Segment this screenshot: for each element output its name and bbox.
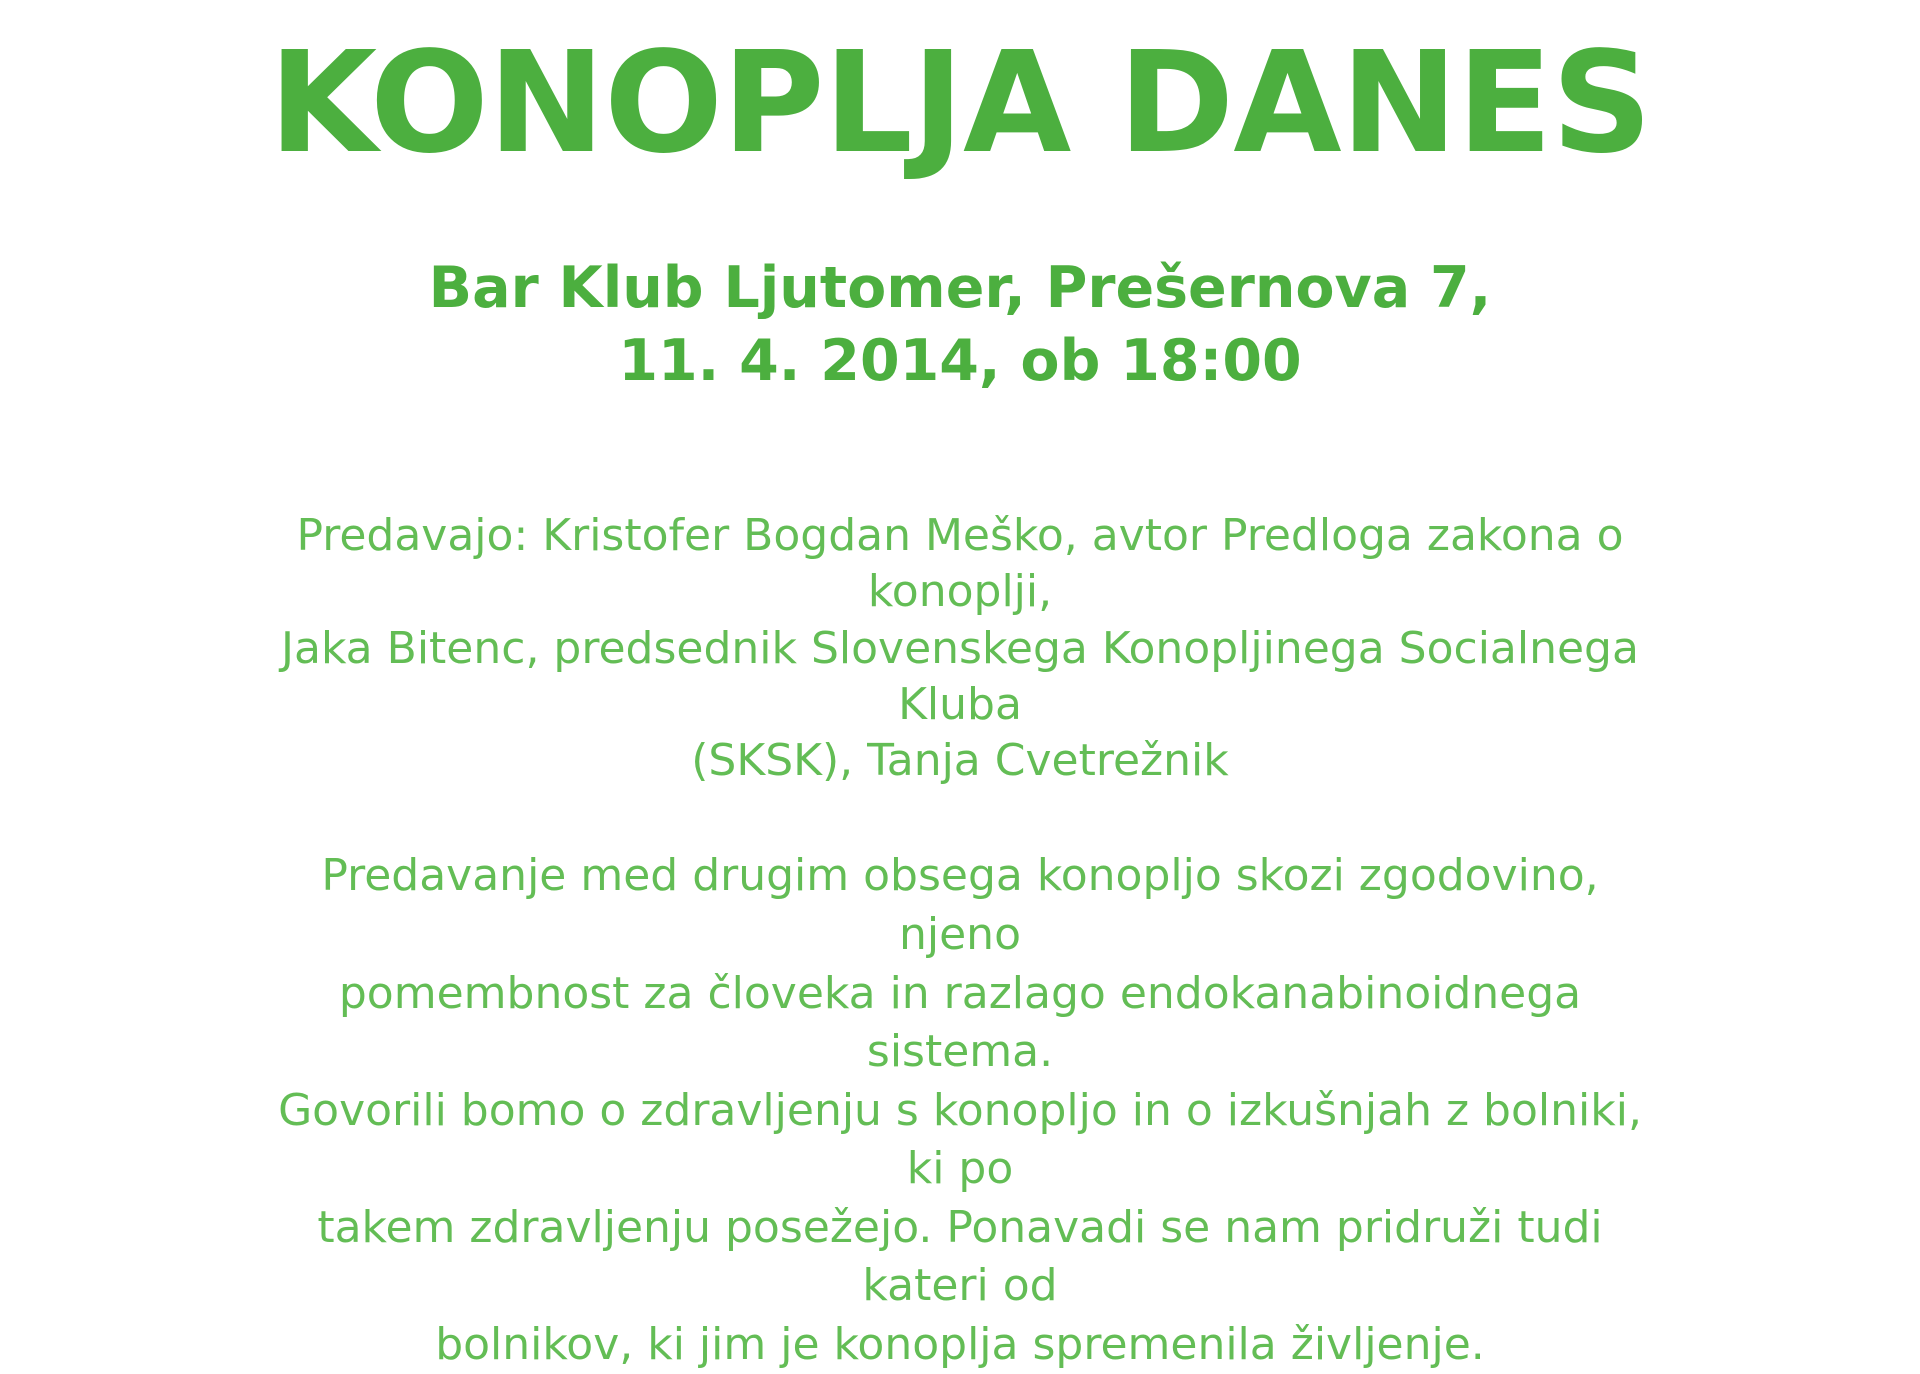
description-line-4: takem zdravljenju posežejo. Ponavadi se nam pridruži tudi kateri od [317,1201,1603,1312]
speakers-line-1: Predavajo: Kristofer Bogdan Meško, avtor Predloga zakona o konoplji, [296,509,1624,618]
page-title: KONOPLJA DANES [268,22,1652,185]
speakers-line-2: Jaka Bitenc, predsednik Slovenskega Konopljinega Socialnega Kluba [281,622,1639,730]
description-block [260,847,1660,1374]
speakers-block [270,508,1650,790]
speakers-line-3: (SKSK), Tanja Cvetrežnik [691,735,1229,787]
event-details [429,252,1492,398]
description-line-1: Predavanje med drugim obsega konopljo skozi zgodovino, njeno [321,850,1599,960]
description-line-5: bolnikov, ki jim je konoplja spremenila življenje. [435,1318,1485,1370]
description-line-2: pomembnost za človeka in razlago endokanabinoidnega sistema. [338,967,1582,1078]
event-datetime: 11. 4. 2014, ob 18:00 [618,327,1302,394]
description-line-3: Govorili bomo o zdravljenju s konopljo in o izkušnjah z bolniki, ki po [278,1084,1642,1195]
event-venue: Bar Klub Ljutomer, Prešernova 7, [428,255,1492,321]
